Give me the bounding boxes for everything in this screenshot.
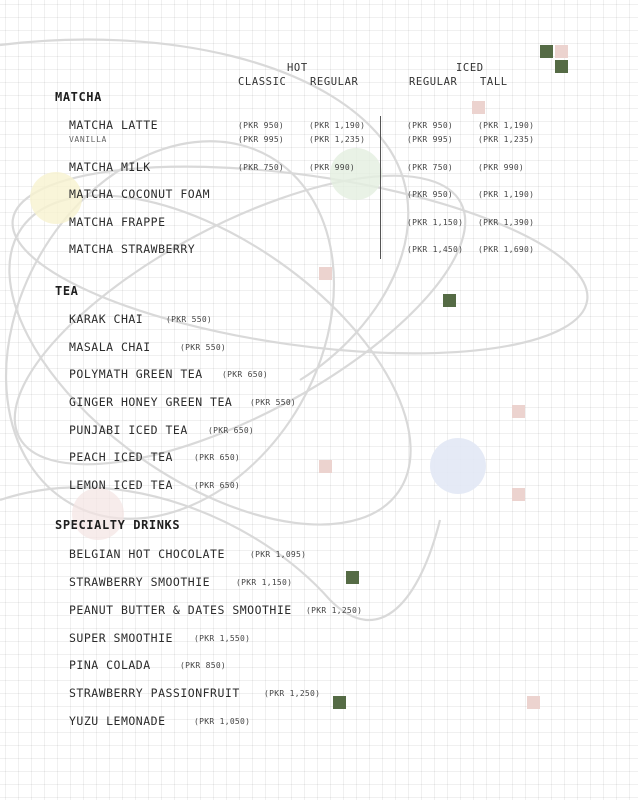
price-iced-regular: (PKR 1,150) bbox=[407, 218, 464, 227]
price-iced-tall: (PKR 990) bbox=[478, 163, 525, 172]
menu-item-price: (PKR 1,050) bbox=[194, 717, 251, 726]
price-iced-regular: (PKR 950) bbox=[407, 190, 454, 199]
price-iced-tall: (PKR 1,190) bbox=[478, 121, 535, 130]
pink-square bbox=[319, 267, 332, 280]
menu-item-name: SUPER SMOOTHIE bbox=[69, 631, 173, 645]
menu-item-price: (PKR 650) bbox=[222, 370, 269, 379]
menu-item-price: (PKR 1,250) bbox=[264, 689, 321, 698]
price-iced-regular: (PKR 750) bbox=[407, 163, 454, 172]
pink-square bbox=[512, 405, 525, 418]
pink-square bbox=[512, 488, 525, 501]
menu-item-name: PEANUT BUTTER & DATES SMOOTHIE bbox=[69, 603, 292, 617]
menu-item-name: KARAK CHAI bbox=[69, 312, 144, 326]
menu-item-price: (PKR 850) bbox=[180, 661, 227, 670]
price-iced-tall: (PKR 1,190) bbox=[478, 190, 535, 199]
header-regular-hot: REGULAR bbox=[310, 76, 359, 88]
pink-square bbox=[319, 460, 332, 473]
menu-item-price: (PKR 550) bbox=[166, 315, 213, 324]
mint-blob bbox=[330, 148, 382, 200]
menu-item-name: STRAWBERRY SMOOTHIE bbox=[69, 575, 211, 589]
menu-item-price: (PKR 1,095) bbox=[250, 550, 307, 559]
section-title-matcha: MATCHA bbox=[55, 90, 102, 104]
pink-blob bbox=[72, 488, 124, 540]
menu-item-price: (PKR 650) bbox=[194, 453, 241, 462]
pink-square bbox=[527, 696, 540, 709]
price-iced-regular: (PKR 1,450) bbox=[407, 245, 464, 254]
menu-item-name: MATCHA FRAPPE bbox=[69, 215, 166, 229]
menu-item-name: GINGER HONEY GREEN TEA bbox=[69, 395, 233, 409]
green-square bbox=[346, 571, 359, 584]
menu-item-price: (PKR 1,150) bbox=[236, 578, 293, 587]
section-title-tea: TEA bbox=[55, 284, 79, 298]
green-square bbox=[555, 60, 568, 73]
menu-item-name: BELGIAN HOT CHOCOLATE bbox=[69, 547, 225, 561]
menu-item-name: PINA COLADA bbox=[69, 658, 151, 672]
menu-item-price: (PKR 650) bbox=[208, 426, 255, 435]
price-iced-regular: (PKR 950) bbox=[407, 121, 454, 130]
menu-item-name: MATCHA LATTE bbox=[69, 118, 159, 132]
pink-square bbox=[555, 45, 568, 58]
menu-item-name: MATCHA MILK bbox=[69, 160, 151, 174]
menu-item-variant: VANILLA bbox=[69, 135, 107, 144]
green-square bbox=[333, 696, 346, 709]
blue-blob bbox=[430, 438, 486, 494]
price-hot-regular: (PKR 1,190) bbox=[309, 121, 366, 130]
menu-item-name: YUZU LEMONADE bbox=[69, 714, 166, 728]
header-tall: TALL bbox=[480, 76, 508, 88]
header-hot: HOT bbox=[287, 62, 308, 74]
price-iced-regular: (PKR 995) bbox=[407, 135, 454, 144]
header-classic: CLASSIC bbox=[238, 76, 287, 88]
menu-item-name: POLYMATH GREEN TEA bbox=[69, 367, 203, 381]
menu-item-price: (PKR 1,250) bbox=[306, 606, 363, 615]
menu-item-name: LEMON ICED TEA bbox=[69, 478, 173, 492]
header-regular-iced: REGULAR bbox=[409, 76, 458, 88]
price-hot-classic: (PKR 995) bbox=[238, 135, 285, 144]
price-iced-tall: (PKR 1,690) bbox=[478, 245, 535, 254]
menu-item-price: (PKR 550) bbox=[250, 398, 297, 407]
menu-item-name: PEACH ICED TEA bbox=[69, 450, 173, 464]
green-square bbox=[443, 294, 456, 307]
menu-item-name: PUNJABI ICED TEA bbox=[69, 423, 188, 437]
menu-item-name: MASALA CHAI bbox=[69, 340, 151, 354]
price-iced-tall: (PKR 1,235) bbox=[478, 135, 535, 144]
price-iced-tall: (PKR 1,390) bbox=[478, 218, 535, 227]
menu-item-name: STRAWBERRY PASSIONFRUIT bbox=[69, 686, 240, 700]
menu-item-price: (PKR 650) bbox=[194, 481, 241, 490]
menu-item-name: MATCHA COCONUT FOAM bbox=[69, 187, 211, 201]
green-square bbox=[540, 45, 553, 58]
price-hot-regular: (PKR 1,235) bbox=[309, 135, 366, 144]
section-title-specialty-drinks: SPECIALTY DRINKS bbox=[55, 518, 181, 532]
pink-square bbox=[472, 101, 485, 114]
column-divider bbox=[380, 116, 381, 259]
menu-item-price: (PKR 550) bbox=[180, 343, 227, 352]
menu-item-name: MATCHA STRAWBERRY bbox=[69, 242, 196, 256]
price-hot-classic: (PKR 750) bbox=[238, 163, 285, 172]
price-hot-classic: (PKR 950) bbox=[238, 121, 285, 130]
price-hot-regular: (PKR 990) bbox=[309, 163, 356, 172]
menu-item-price: (PKR 1,550) bbox=[194, 634, 251, 643]
header-iced: ICED bbox=[456, 62, 484, 74]
